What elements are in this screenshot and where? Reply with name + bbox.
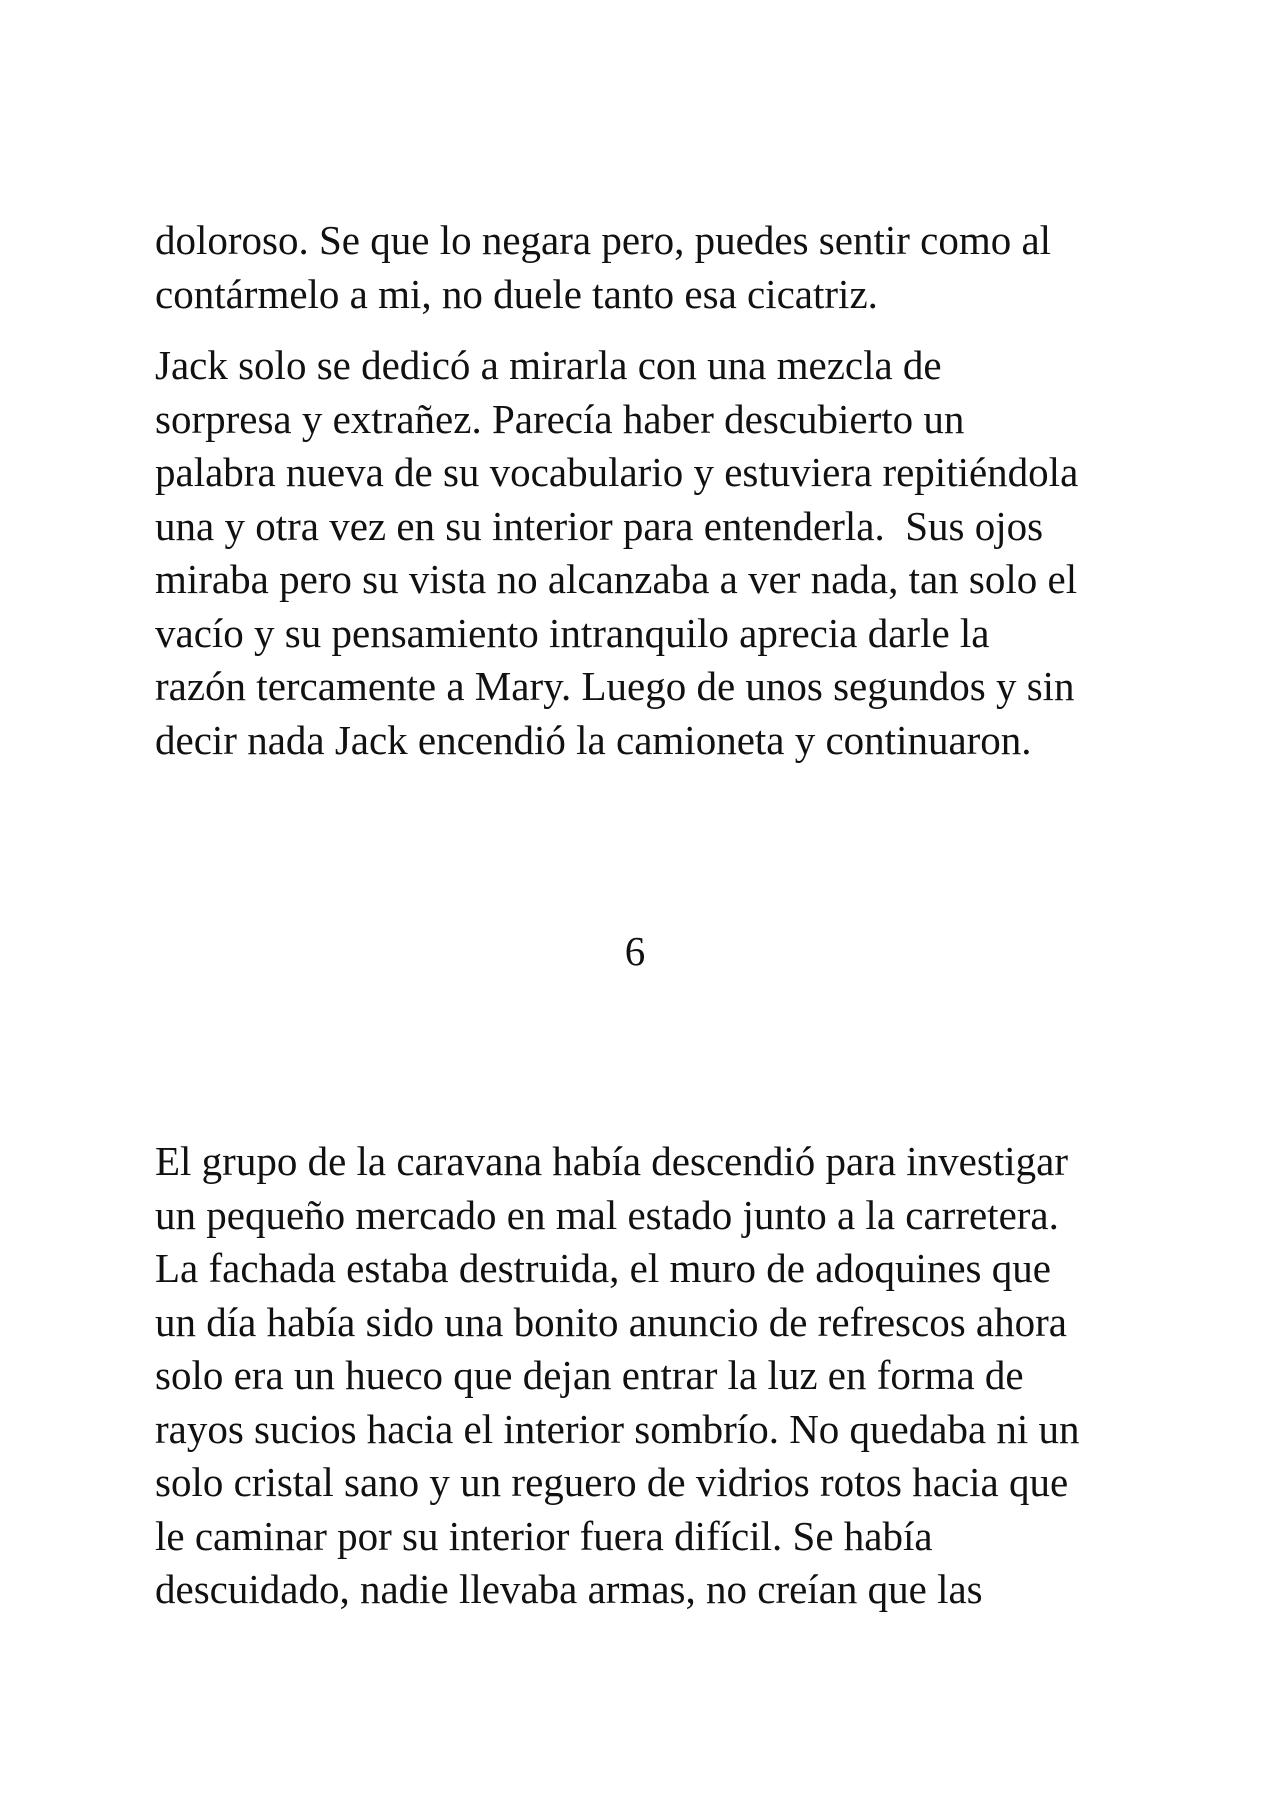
text-line: Jack solo se dedicó a mirarla con una mezcla de (155, 342, 942, 388)
text-line: contármelo a mi, no duele tanto esa cicatriz. (155, 270, 878, 317)
paragraph (155, 1135, 1155, 1617)
text-line: miraba pero su vista no alcanzaba a ver nada, tan solo el (155, 556, 1078, 602)
text-line: una y otra vez en su interior para entenderla. Sus ojos (155, 502, 1044, 549)
text-line: un día había sido una bonito anuncio de refrescos ahora (155, 1298, 1067, 1345)
text-line: doloroso. Se que lo negara pero, puedes sentir como al (155, 217, 1052, 263)
text-line: razón tercamente a Mary. Luego de unos segundos y sin (155, 663, 1075, 709)
text-line: un pequeño mercado en mal estado junto a la carretera. (155, 1191, 1059, 1238)
text-line: solo era un hueco que dejan entrar la luz en forma de (155, 1352, 1024, 1398)
text-line: descuidado, nadie llevaba armas, no creían que las (155, 1566, 983, 1612)
text-line: rayos sucios hacia el interior sombrío. No quedaba ni un (155, 1405, 1080, 1452)
paragraph (155, 339, 1155, 767)
text-line: sorpresa y extrañez. Parecía haber descubierto un (155, 395, 965, 442)
text-line: le caminar por su interior fuera difícil. Se había (155, 1512, 933, 1559)
text-line: solo cristal sano y un reguero de vidrios rotos hacia que (155, 1459, 1069, 1505)
text-line: La fachada estaba destruida, el muro de adoquines que (155, 1245, 1051, 1291)
text-line: El grupo de la caravana había descendió para investigar (155, 1138, 1068, 1184)
chapter-number: 6 (624, 928, 646, 974)
text-line: decir nada Jack encendió la camioneta y continuaron. (155, 716, 1032, 763)
text-line: vacío y su pensamiento intranquilo aprecia darle la (155, 609, 990, 656)
text-line: palabra nueva de su vocabulario y estuviera repitiéndola (155, 449, 1079, 495)
paragraph (155, 214, 1155, 321)
